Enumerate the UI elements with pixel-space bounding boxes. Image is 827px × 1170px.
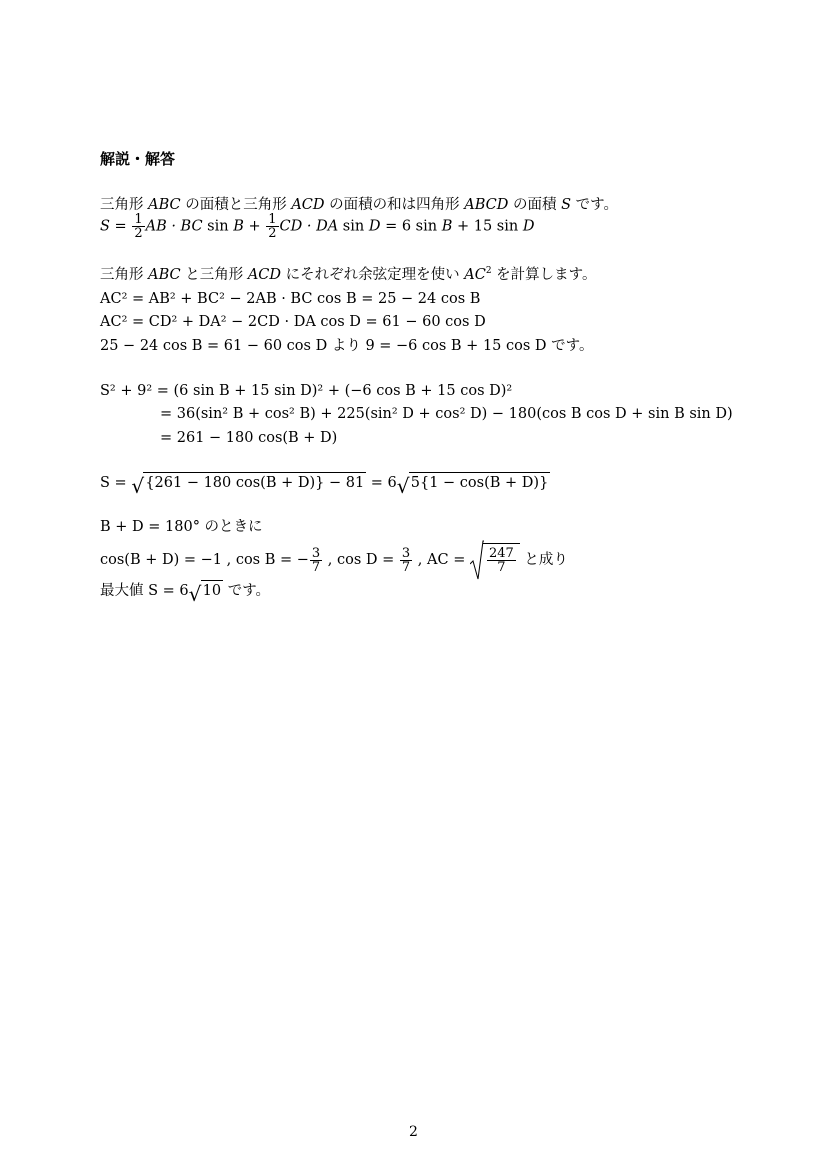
- math-var: S: [561, 197, 572, 213]
- fraction: [266, 213, 278, 240]
- fraction: [310, 547, 322, 574]
- separator: ,: [222, 552, 236, 568]
- square-root: √ 10: [188, 582, 222, 606]
- text: です。: [571, 197, 618, 213]
- text: の面積と三角形: [180, 197, 292, 213]
- math-var: ACD: [247, 267, 282, 283]
- math-var: ABC: [148, 197, 181, 213]
- radical-sign: [470, 540, 484, 580]
- fraction-denominator: 7: [401, 559, 411, 575]
- square-root-argument: 10: [201, 580, 223, 600]
- fraction-denominator: 2: [268, 226, 277, 241]
- math-var: ABCD: [464, 197, 509, 213]
- math: =: [109, 218, 132, 235]
- math: = 6 sin: [380, 218, 442, 235]
- math-var: ACD: [291, 197, 325, 213]
- math-var: S: [100, 218, 110, 235]
- text: の面積の和は四角形: [324, 197, 465, 213]
- square-root-argument: [483, 543, 520, 578]
- text: です。: [223, 583, 271, 599]
- square-root: [470, 540, 520, 580]
- text: です。: [546, 338, 594, 354]
- math-var: AC: [464, 267, 486, 283]
- math: cos D =: [337, 552, 399, 568]
- equation-s2-line1: S² + 9² = (6 sin B + 15 sin D)² + (−6 cos B + 15 cos D)²: [100, 383, 513, 399]
- math-var: CD · DA: [279, 218, 339, 235]
- math: sin: [338, 218, 369, 235]
- text: と三角形: [180, 267, 248, 283]
- math: 9 = −6 cos B + 15 cos D: [365, 338, 547, 354]
- square-root: √ {261 − 180 cos(B + D)} − 81: [131, 474, 365, 498]
- equation-values: [100, 540, 568, 580]
- text: にそれぞれ余弦定理を使い: [281, 267, 465, 283]
- separator: ,: [323, 552, 338, 568]
- text: より: [327, 338, 366, 354]
- fraction-numerator: 247: [488, 546, 514, 561]
- square-root-argument: 5{1 − cos(B + D)}: [409, 472, 551, 492]
- fraction-denominator: 7: [497, 560, 506, 575]
- section-heading: 解説・解答: [100, 150, 176, 168]
- math-var: ABC: [148, 267, 181, 283]
- math: sin: [202, 218, 234, 235]
- math: 25 − 24 cos B = 61 − 60 cos D: [100, 338, 328, 354]
- text-line-condition: [100, 518, 263, 536]
- fraction: [132, 213, 144, 240]
- equation-s2-line3: = 261 − 180 cos(B + D): [160, 430, 338, 446]
- text-line-area-sum: [100, 196, 618, 214]
- math: +: [243, 218, 266, 235]
- math-var: AB · BC: [145, 218, 203, 235]
- math: + 15 sin: [452, 218, 523, 235]
- equation-ac2-d: AC² = CD² + DA² − 2CD · DA cos D = 61 − 60 cos D: [100, 314, 486, 330]
- math-var: D: [368, 218, 381, 235]
- math: = 6: [366, 475, 397, 491]
- equation-ac2-b: AC² = AB² + BC² − 2AB · BC cos B = 25 − 24 cos B: [100, 291, 481, 307]
- equation-s2-line2: = 36(sin² B + cos² B) + 225(sin² D + cos² D) − 180(cos B cos D + sin B sin D): [160, 406, 733, 422]
- fraction: [487, 547, 516, 574]
- text-line-cosine-law: [100, 266, 597, 284]
- fraction-numerator: 3: [401, 545, 411, 561]
- equation-s-sqrt: [100, 472, 550, 498]
- fraction-numerator: 1: [134, 212, 143, 227]
- text: の面積: [508, 197, 562, 213]
- equation-area: [100, 213, 534, 240]
- text: と成り: [519, 552, 568, 568]
- math: cos B = −: [235, 552, 309, 568]
- fraction-denominator: 7: [311, 559, 321, 575]
- page-number: 2: [409, 1124, 418, 1140]
- text: のときに: [199, 519, 263, 535]
- text: 三角形: [100, 197, 149, 213]
- math: S =: [100, 475, 132, 491]
- superscript: 2: [485, 266, 492, 276]
- math-var: D: [522, 218, 535, 235]
- square-root: √ 5{1 − cos(B + D)}: [396, 474, 549, 498]
- math: AC =: [427, 552, 470, 568]
- math-var: B: [441, 218, 453, 235]
- text-line-relation: [100, 337, 593, 355]
- math-var: B: [233, 218, 244, 235]
- math: cos(B + D) = −1: [100, 552, 222, 568]
- math: S = 6: [148, 583, 189, 599]
- square-root-argument: {261 − 180 cos(B + D)} − 81: [143, 472, 366, 492]
- fraction-denominator: 2: [134, 226, 143, 241]
- text: 三角形: [100, 267, 149, 283]
- fraction-numerator: 1: [268, 212, 277, 227]
- fraction-numerator: 3: [311, 545, 321, 561]
- text: 最大値: [100, 583, 149, 599]
- fraction: [400, 547, 412, 574]
- separator: ,: [413, 552, 428, 568]
- text: を計算します。: [491, 267, 597, 283]
- math: B + D = 180°: [100, 519, 200, 535]
- text-line-maximum: [100, 580, 271, 606]
